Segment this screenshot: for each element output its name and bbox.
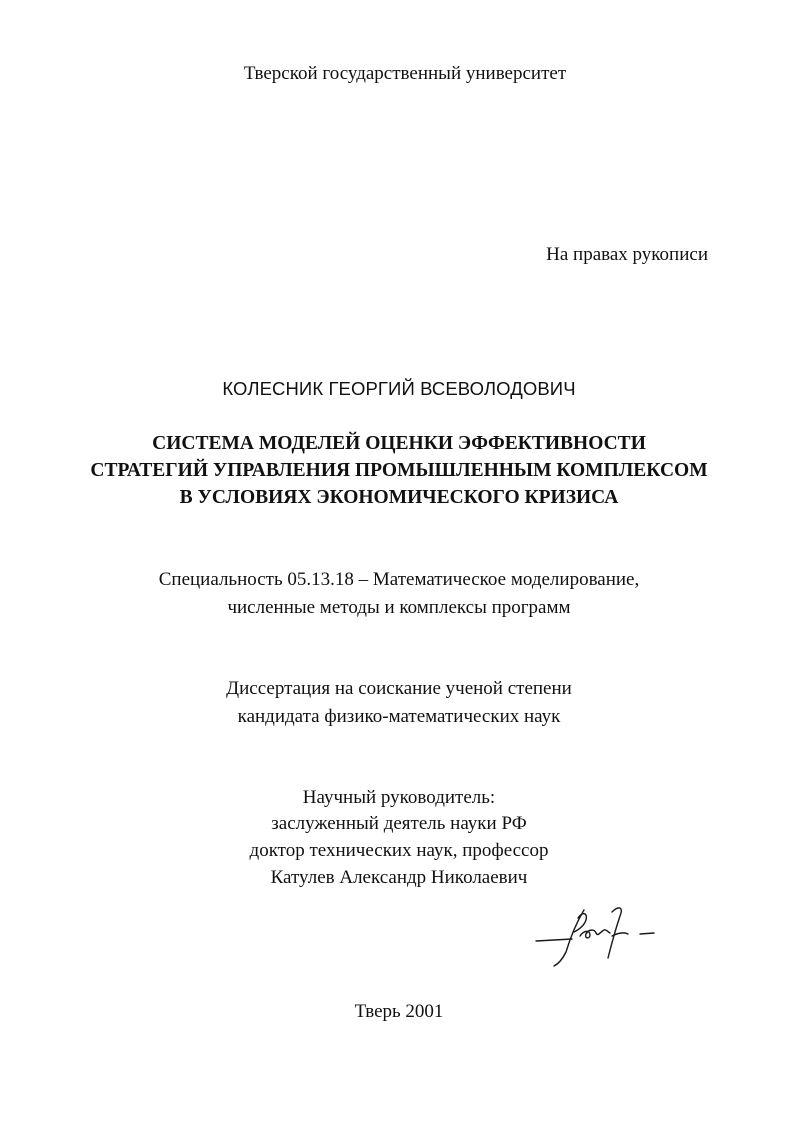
supervisor-title: заслуженный деятель науки РФ — [271, 813, 527, 834]
specialty-line: численные методы и комплексы программ — [227, 597, 571, 618]
supervisor-heading: Научный руководитель: — [302, 787, 496, 808]
dissertation-title-line: В УСЛОВИЯХ ЭКОНОМИЧЕСКОГО КРИЗИСА — [179, 487, 619, 508]
supervisor-degree: доктор технических наук, профессор — [249, 840, 549, 861]
manuscript-note: На правах рукописи — [546, 244, 708, 265]
city-year: Тверь 2001 — [354, 1001, 444, 1022]
handwritten-signature — [528, 902, 668, 972]
university-name: Тверской государственный университет — [243, 63, 567, 84]
dissertation-title-line: СТРАТЕГИЙ УПРАВЛЕНИЯ ПРОМЫШЛЕННЫМ КОМПЛЕКСОМ — [90, 460, 708, 481]
degree-line: Диссертация на соискание ученой степени — [226, 678, 572, 699]
degree-line: кандидата физико-математических наук — [237, 706, 561, 727]
specialty-line: Специальность 05.13.18 – Математическое моделирование, — [158, 569, 640, 590]
dissertation-title-line: СИСТЕМА МОДЕЛЕЙ ОЦЕНКИ ЭФФЕКТИВНОСТИ — [152, 433, 646, 454]
supervisor-name: Катулев Александр Николаевич — [270, 867, 528, 888]
author-name: КОЛЕСНИК ГЕОРГИЙ ВСЕВОЛОДОВИЧ — [222, 378, 576, 399]
